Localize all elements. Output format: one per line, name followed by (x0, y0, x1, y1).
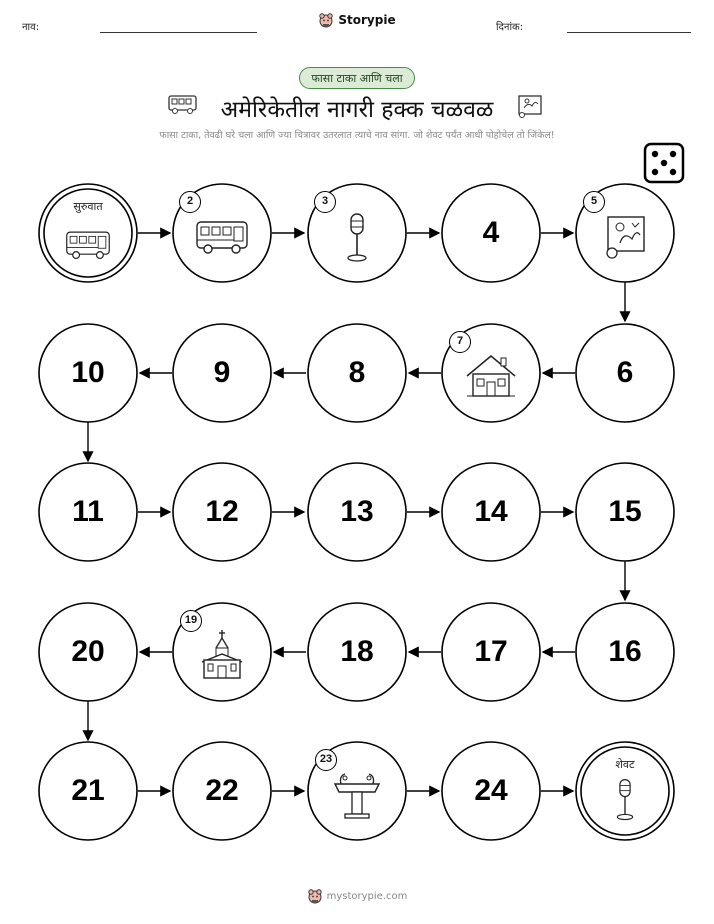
space-number: 22 (205, 774, 239, 807)
game-type-pill: फासा टाका आणि चला (299, 67, 415, 89)
space-number: 6 (616, 356, 634, 389)
space-number: 4 (482, 216, 500, 249)
space-badge: 2 (179, 191, 201, 213)
bus-icon (67, 232, 110, 258)
space-number: 14 (474, 495, 508, 528)
space-number: 12 (205, 495, 239, 528)
space-badge: 7 (449, 331, 471, 353)
space-number: 15 (608, 495, 642, 528)
name-label: नाव: (22, 22, 40, 33)
space-number: 9 (213, 356, 231, 389)
space-badge: 19 (180, 610, 202, 632)
bus-icon (197, 222, 247, 253)
space-number: 11 (72, 495, 104, 528)
space-number: 16 (608, 635, 642, 668)
space-number: 24 (474, 774, 508, 807)
space-number: 21 (71, 774, 105, 807)
space-number: 8 (348, 356, 366, 389)
space-badge: 23 (315, 749, 337, 771)
date-label: दिनांक: (496, 22, 524, 33)
footer (0, 888, 714, 907)
space-badge: 3 (314, 191, 336, 213)
space-number: 10 (71, 356, 105, 389)
space-number: 20 (71, 635, 105, 668)
footer-url[interactable]: mystorypie.com (326, 890, 408, 902)
space-number: 17 (474, 635, 508, 668)
space-number: 18 (340, 635, 374, 668)
finish-label: शेवट (615, 758, 635, 771)
brand-name: Storypie (338, 13, 396, 27)
instructions: फासा टाका, तेवढी घरे चला आणि ज्या चित्रावर उतरलात त्याचे नाव सांगा. जो शेवट पर्यंत आधी पोहोचेल तो जिंकेल! (159, 130, 555, 141)
page-title: अमेरिकेतील नागरी हक्क चळवळ (220, 97, 494, 123)
space-number: 13 (340, 495, 374, 528)
start-label: सुरुवात (73, 200, 103, 213)
space-badge: 5 (583, 191, 605, 213)
storypie-logo-icon (307, 888, 323, 904)
